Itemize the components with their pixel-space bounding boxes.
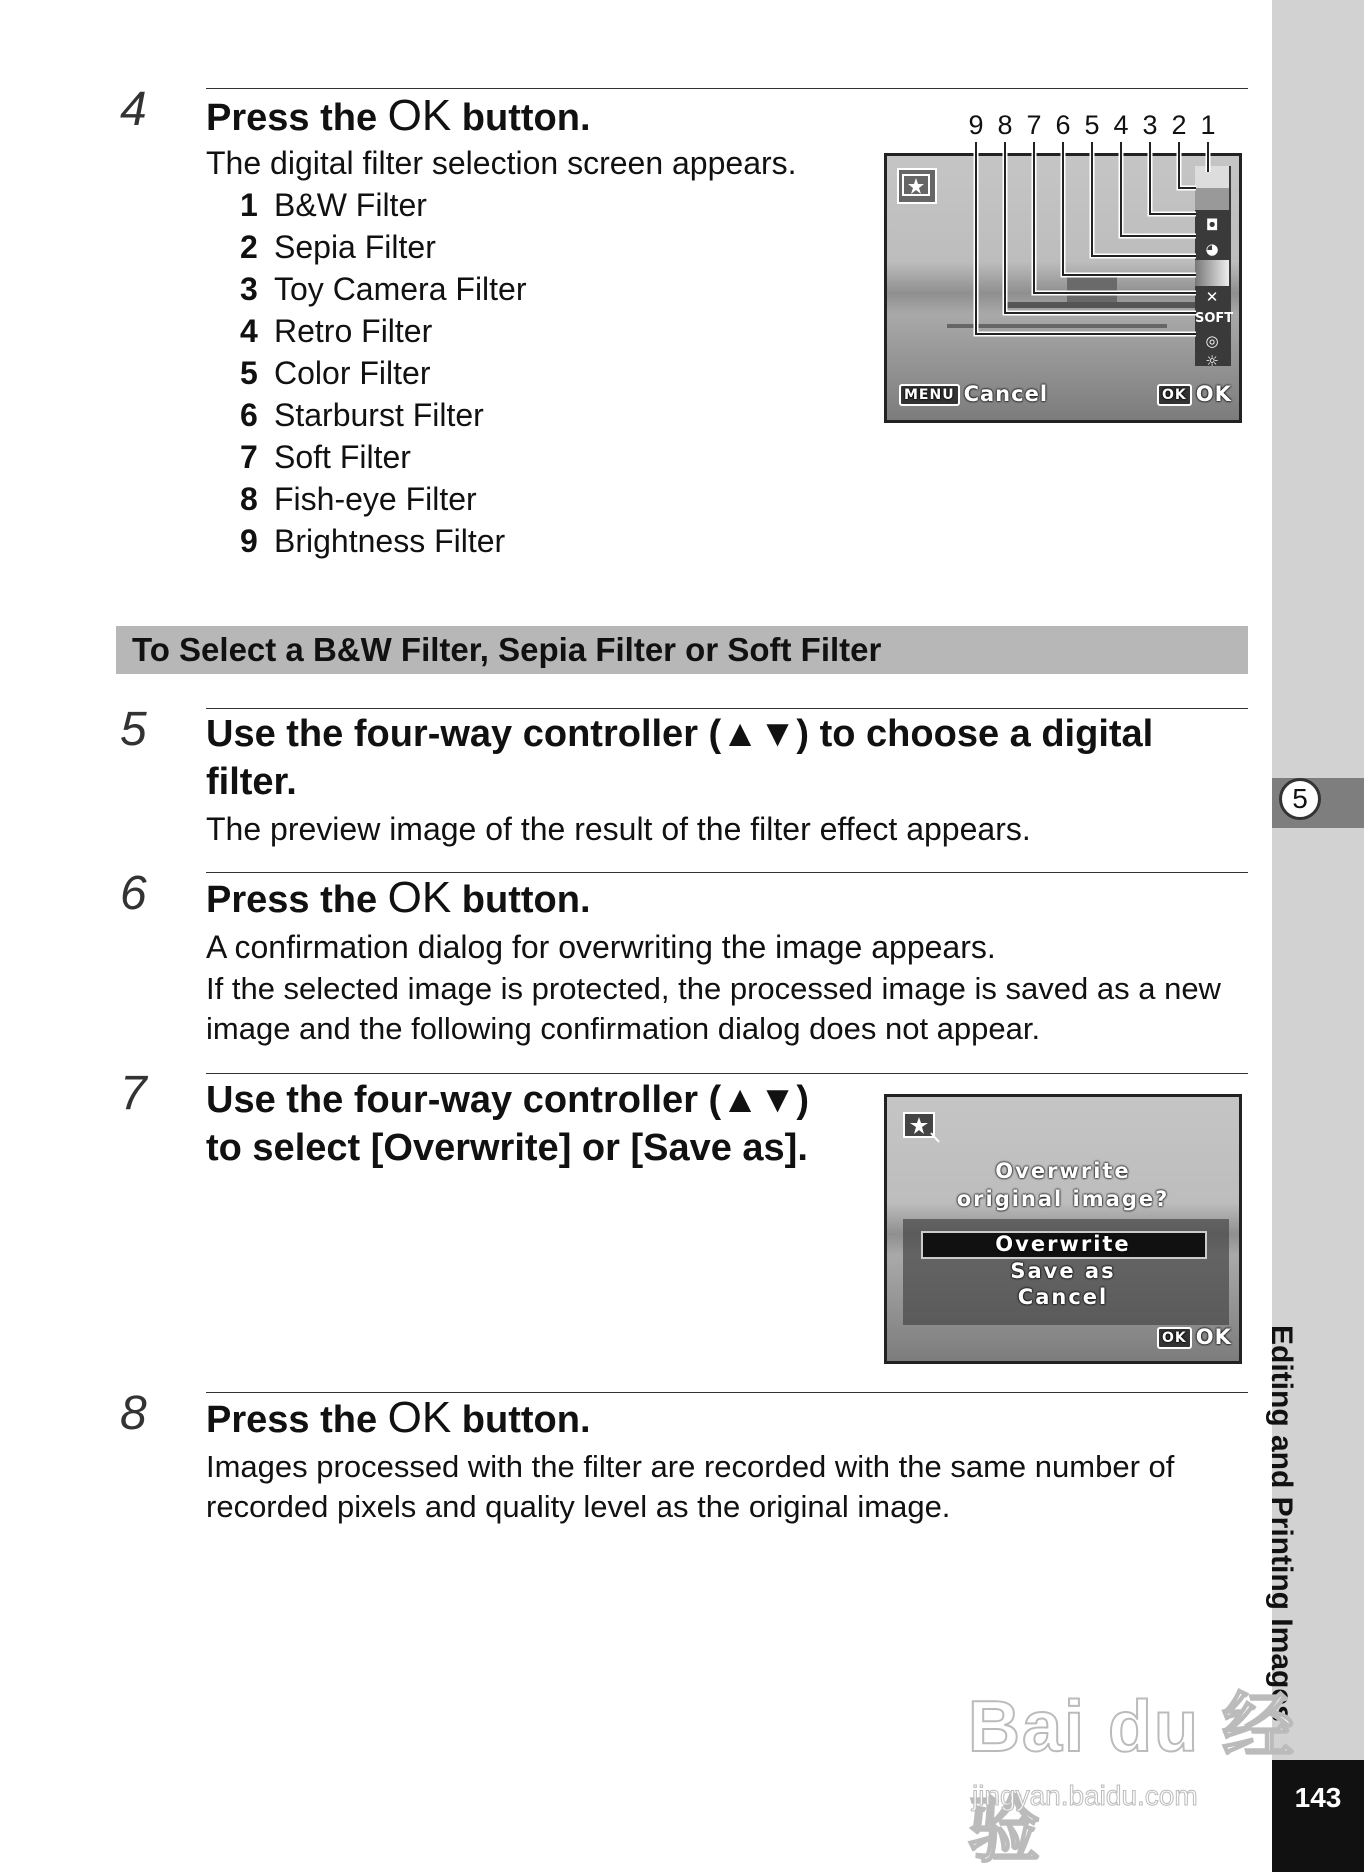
list-item-label: Brightness Filter bbox=[274, 523, 506, 559]
step-body: The digital filter selection screen appears. bbox=[206, 145, 797, 181]
dialog-option-cancel[interactable]: Cancel bbox=[1017, 1285, 1109, 1309]
list-item-number: 7 bbox=[240, 439, 258, 475]
ok-button-glyph: OK bbox=[387, 91, 452, 140]
ok-label: OK bbox=[1195, 1325, 1232, 1349]
menu-key: MENU bbox=[899, 384, 960, 406]
step-divider bbox=[206, 872, 1248, 873]
callout-number: 7 bbox=[1026, 110, 1042, 140]
title-line: Use the four-way controller (▲▼) to choose a digital bbox=[206, 713, 1154, 755]
title-line: Use the four-way controller (▲▼) bbox=[206, 1079, 810, 1121]
callout-number: 8 bbox=[997, 110, 1013, 140]
ok-button-glyph: OK bbox=[387, 873, 452, 922]
callout-number: 2 bbox=[1171, 110, 1187, 140]
step-divider bbox=[206, 708, 1248, 709]
brightness-filter-icon[interactable]: ☼ bbox=[1205, 352, 1219, 370]
list-item-label: Sepia Filter bbox=[274, 229, 436, 265]
step-title bbox=[206, 1076, 809, 1172]
step-body: recorded pixels and quality level as the original image. bbox=[206, 1489, 951, 1524]
step-number: 5 bbox=[120, 703, 147, 756]
step-number: 8 bbox=[120, 1387, 147, 1440]
step-body: Images processed with the filter are recorded with the same number of bbox=[206, 1449, 1175, 1484]
title-line: filter. bbox=[206, 761, 297, 803]
step-title bbox=[206, 874, 591, 924]
dialog-option-overwrite[interactable]: Overwrite bbox=[995, 1232, 1131, 1256]
title-text: Press the bbox=[206, 1399, 388, 1441]
list-item-label: B&W Filter bbox=[274, 187, 427, 223]
step-divider bbox=[206, 1073, 1248, 1074]
step-number: 4 bbox=[120, 83, 147, 136]
list-item-label: Starburst Filter bbox=[274, 397, 484, 433]
callout-number: 5 bbox=[1084, 110, 1100, 140]
soft-filter-icon[interactable]: SOFT bbox=[1195, 311, 1234, 326]
callout-number: 1 bbox=[1200, 110, 1216, 140]
list-item-number: 4 bbox=[240, 313, 258, 349]
list-item-label: Toy Camera Filter bbox=[274, 271, 527, 307]
dialog-option-save-as[interactable]: Save as bbox=[1010, 1259, 1116, 1283]
dialog-question: original image? bbox=[956, 1187, 1170, 1211]
toy-camera-filter-icon[interactable]: ◘ bbox=[1205, 216, 1219, 234]
step-number: 7 bbox=[120, 1067, 147, 1120]
list-item-number: 6 bbox=[240, 397, 258, 433]
step-number: 6 bbox=[120, 867, 147, 920]
step-body: A confirmation dialog for overwriting the image appears. bbox=[206, 929, 996, 965]
list-item-number: 5 bbox=[240, 355, 258, 391]
watermark-url: jingyan.baidu.com bbox=[972, 1780, 1198, 1811]
ok-key: OK bbox=[1157, 384, 1192, 406]
list-item-label: Retro Filter bbox=[274, 313, 433, 349]
list-item-label: Soft Filter bbox=[274, 439, 411, 475]
list-item-number: 9 bbox=[240, 523, 258, 559]
step-body: If the selected image is protected, the processed image is saved as a new bbox=[206, 971, 1221, 1006]
ok-hint bbox=[1157, 1325, 1232, 1349]
title-text: Press the bbox=[206, 97, 388, 139]
section-heading: To Select a B&W Filter, Sepia Filter or Soft Filter bbox=[116, 626, 1248, 674]
ok-button-glyph: OK bbox=[387, 1393, 452, 1442]
callout-number: 9 bbox=[968, 110, 984, 140]
retro-filter-icon[interactable]: ◕ bbox=[1205, 240, 1219, 258]
step-body: The preview image of the result of the filter effect appears. bbox=[206, 811, 1031, 847]
list-item-number: 3 bbox=[240, 271, 258, 307]
title-text: button. bbox=[451, 97, 591, 139]
ok-key: OK bbox=[1157, 1327, 1192, 1349]
list-item-number: 8 bbox=[240, 481, 258, 517]
watermark-logo: Bai du 经验 bbox=[968, 1687, 1297, 1871]
title-text: Press the bbox=[206, 879, 388, 921]
callout-number: 6 bbox=[1055, 110, 1071, 140]
step-divider bbox=[206, 1392, 1248, 1393]
cancel-label: Cancel bbox=[963, 382, 1049, 406]
list-item-label: Fish-eye Filter bbox=[274, 481, 477, 517]
chapter-title: Editing and Printing Images bbox=[1265, 1325, 1298, 1722]
page-number: 143 bbox=[1272, 1760, 1364, 1872]
list-item-number: 2 bbox=[240, 229, 258, 265]
step-body: image and the following confirmation dialog does not appear. bbox=[206, 1011, 1041, 1046]
title-line: to select [Overwrite] or [Save as]. bbox=[206, 1127, 808, 1169]
step-title bbox=[206, 710, 1153, 806]
title-text: button. bbox=[451, 1399, 591, 1441]
overwrite-dialog-screen bbox=[884, 1094, 1242, 1364]
chapter-number: 5 bbox=[1279, 778, 1321, 820]
digital-filter-icon bbox=[901, 1109, 941, 1145]
step-title bbox=[206, 1394, 591, 1444]
fish-eye-filter-icon[interactable]: ◎ bbox=[1205, 332, 1219, 350]
list-item-number: 1 bbox=[240, 187, 258, 223]
dialog-question: Overwrite bbox=[995, 1159, 1131, 1183]
callout-number: 3 bbox=[1142, 110, 1158, 140]
callout-number: 4 bbox=[1113, 110, 1129, 140]
ok-label: OK bbox=[1195, 382, 1232, 406]
list-item-label: Color Filter bbox=[274, 355, 431, 391]
title-text: button. bbox=[451, 879, 591, 921]
starburst-filter-icon[interactable]: ✕ bbox=[1205, 288, 1219, 306]
